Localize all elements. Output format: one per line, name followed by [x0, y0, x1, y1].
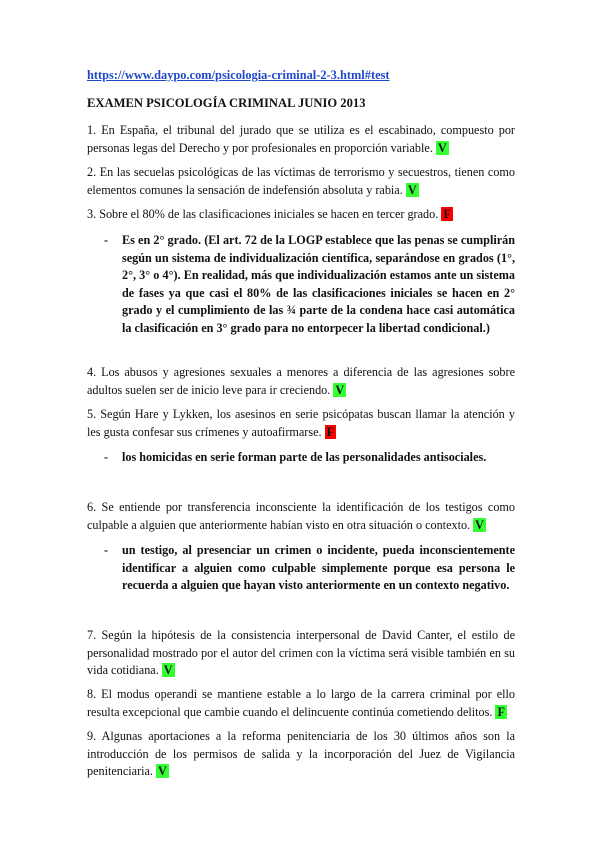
question-9 — [87, 728, 515, 781]
question-text: 7. Según la hipótesis de la consistencia interpersonal de David Canter, el estilo de personalidad mostrado por el autor del crimen con la víctima será visible también en su vida cotidiana. — [87, 628, 515, 677]
explanation-text: un testigo, al presenciar un crimen o incidente, pueda inconscientemente identificar a alguien como culpable simplemente porque esa persona le recuerda a alguien que hayan visto anteriormente en un contexto negativo. — [122, 543, 515, 592]
bullet-dash: - — [104, 543, 109, 557]
explanation-q6 — [104, 542, 515, 595]
question-5 — [87, 406, 515, 441]
answer-badge-true: V — [158, 764, 167, 778]
question-2 — [87, 164, 515, 199]
answer-badge-true: V — [335, 382, 345, 397]
bullet-dash: - — [104, 450, 109, 464]
question-3 — [87, 206, 515, 224]
answer-badge-true: V — [475, 517, 484, 532]
question-text: 5. Según Hare y Lykken, los asesinos en serie psicópatas buscan llamar la atención y les gusta confesar sus crímenes y autoafirmarse. — [87, 407, 515, 439]
question-text: 1. En España, el tribunal del jurado que se utiliza es el escabinado, compuesto por personas legas del Derecho y por profesionales en proporción variable. — [87, 123, 515, 155]
answer-badge: F — [497, 704, 505, 719]
question-1 — [87, 122, 515, 157]
source-link[interactable]: https://www.daypo.com/psicologia-criminal-2-3.html#test — [87, 68, 390, 82]
question-6 — [87, 499, 515, 534]
explanation-text: Es en 2° grado. (El art. 72 de la LOGP establece que las penas se cumplirán según un sistema de individualización científica, separándose en grados (1°, 2°, 3° o 4°). En realidad, más que individualización estamos ante un sistema de fases ya que casi el 80% de las clasificaciones iniciales se hacen en 2° grado y el cumplimiento de las ¾ parte de la condena hace casi automática la clasificación en 3° grado para no entorpecer la libertad condicional.) — [122, 233, 515, 335]
explanation-q3 — [104, 232, 515, 337]
question-text: 8. El modus operandi se mantiene estable a lo largo de la carrera criminal por ello resulta excepcional que cambie cuando el delincuente continúa cometiendo delitos. — [87, 687, 515, 719]
page-title: EXAMEN PSICOLOGÍA CRIMINAL JUNIO 2013 — [87, 96, 366, 110]
question-text: 6. Se entiende por transferencia inconsciente la identificación de los testigos como culpable a alguien que anteriormente habían visto en otra situación o contexto. — [87, 500, 515, 532]
explanation-text: los homicidas en serie forman parte de las personalidades antisociales. — [122, 450, 487, 464]
question-4 — [87, 364, 515, 399]
bullet-dash: - — [104, 233, 109, 247]
question-text: 3. Sobre el 80% de las clasificaciones iniciales se hacen en tercer grado. — [87, 207, 439, 221]
answer-badge-true: V — [437, 140, 447, 155]
answer-badge-false: F — [443, 207, 451, 221]
explanation-q5 — [104, 449, 515, 467]
answer-badge-true: V — [163, 663, 173, 677]
question-8 — [87, 686, 515, 721]
question-text: 4. Los abusos y agresiones sexuales a menores a diferencia de las agresiones sobre adultos suelen ser de inicio leve para ir creciendo. — [87, 365, 515, 397]
answer-badge-true: V — [407, 182, 417, 197]
question-text: 9. Algunas aportaciones a la reforma penitenciaria de los 30 últimos años son la introducción de los permisos de salida y la incorporación del Juez de Vigilancia penitenciaria. — [87, 729, 515, 778]
question-7 — [87, 627, 515, 680]
question-text: 2. En las secuelas psicológicas de las víctimas de terrorismo y secuestros, tienen como elementos comunes la sensación de indefensión absoluta y rabia. — [87, 165, 515, 197]
answer-badge-false: F — [326, 424, 335, 439]
